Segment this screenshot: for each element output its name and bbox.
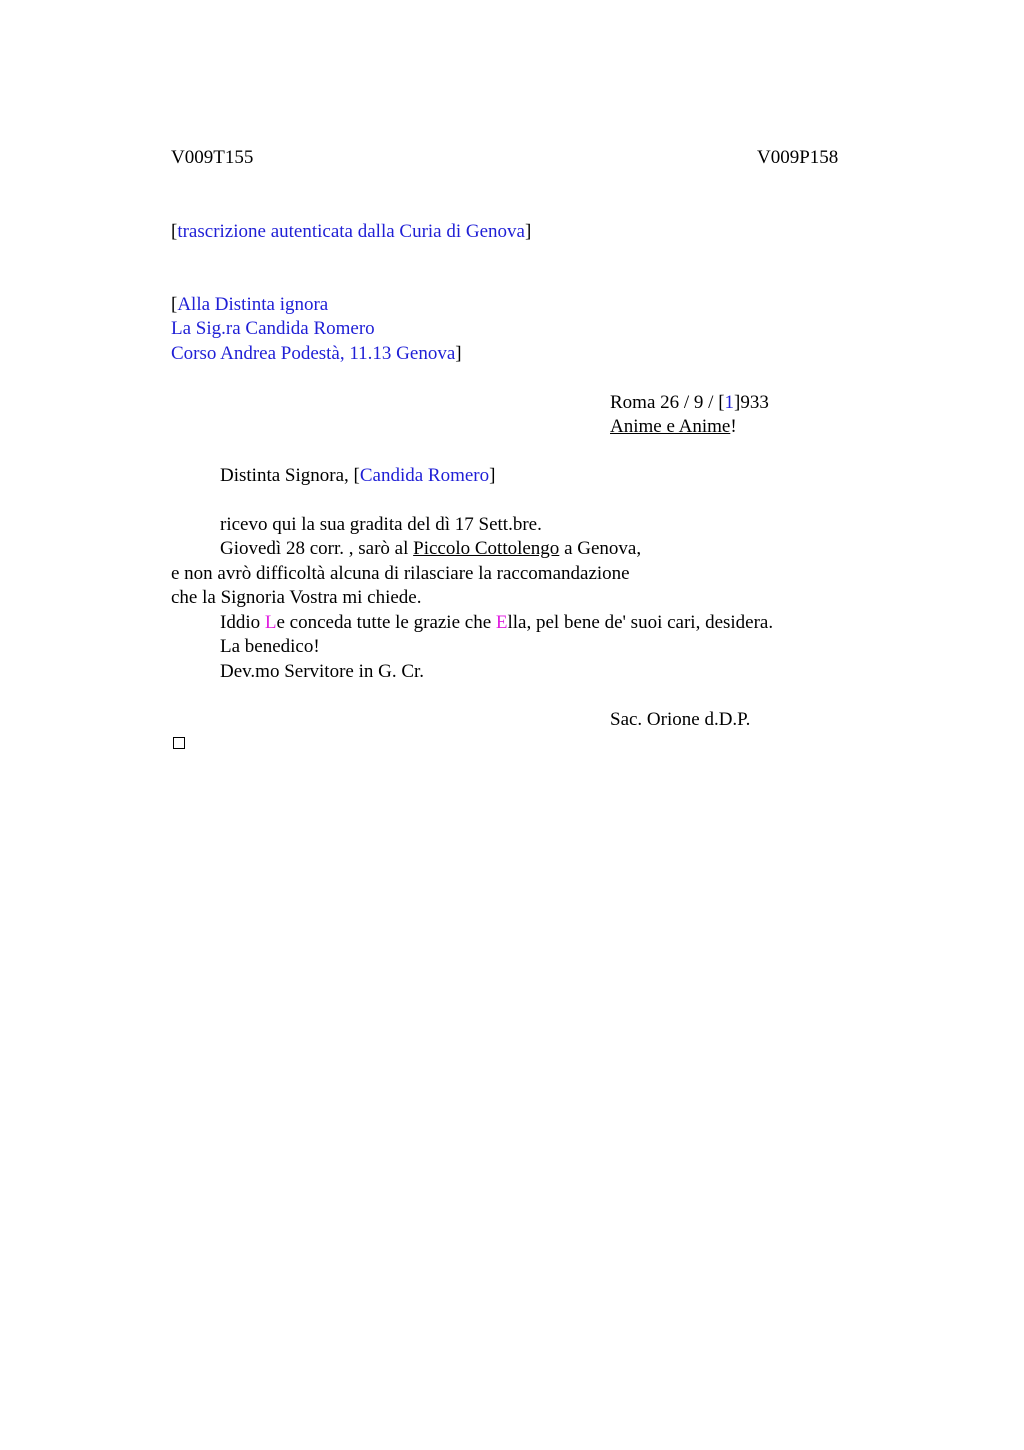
body-line-5-b: e conceda tutte le grazie che [276,612,496,633]
body-line-5-a: Iddio [220,612,265,633]
header-left-code: V009T155 [171,147,254,168]
bracket-open: [ [171,221,178,242]
address-recipient: Alla Distinta ignora [177,294,329,315]
bracket-open: [ [171,294,178,315]
bracket-close: ] [524,221,532,242]
motto-text: Anime e Anime [610,416,731,437]
body-line-1: ricevo qui la sua gradita del dì 17 Sett.bre. [220,514,542,535]
address-line-2: La Sig.ra Candida Romero [171,318,375,339]
body-line-2 [220,537,641,561]
date-prefix: Roma 26 / 9 / [ [610,392,725,413]
piccolo-cottolengo: Piccolo Cottolengo [413,538,560,559]
address-street: Corso Andrea Podestà, 11.13 Genova [171,343,456,364]
body-line-3: e non avrò difficoltà alcuna di rilasciare la raccomandazione [171,563,630,584]
salutation-name: Candida Romero [359,465,490,486]
note-text: trascrizione autenticata dalla Curia di Genova [177,221,525,242]
body-line-5 [220,611,773,635]
transcription-note [171,220,531,244]
dateline [610,391,769,415]
capital-E: E [495,612,508,633]
capital-L: L [264,612,277,633]
salutation-text: Distinta Signora, [ [220,465,360,486]
address-line-1 [171,293,328,317]
motto [610,415,737,439]
body-line-2-b: a Genova, [559,538,642,559]
body-line-6: La benedico! [220,636,320,657]
motto-end: ! [730,416,737,437]
body-line-7: Dev.mo Servitore in G. Cr. [220,661,425,682]
bracket-close: ] [489,465,496,486]
checkbox-icon [173,737,185,749]
date-year-fix: 1 [724,392,735,413]
date-suffix: ]933 [734,392,769,413]
address-line-3 [171,342,462,366]
body-line-5-c: lla, pel bene de' suoi cari, desidera. [507,612,774,633]
body-line-4: che la Signoria Vostra mi chiede. [171,587,422,608]
header-right-code: V009P158 [757,147,839,168]
signature: Sac. Orione d.D.P. [610,709,751,730]
salutation [220,464,495,488]
bracket-close: ] [455,343,462,364]
body-line-2-a: Giovedì 28 corr. , sarò al [220,538,414,559]
